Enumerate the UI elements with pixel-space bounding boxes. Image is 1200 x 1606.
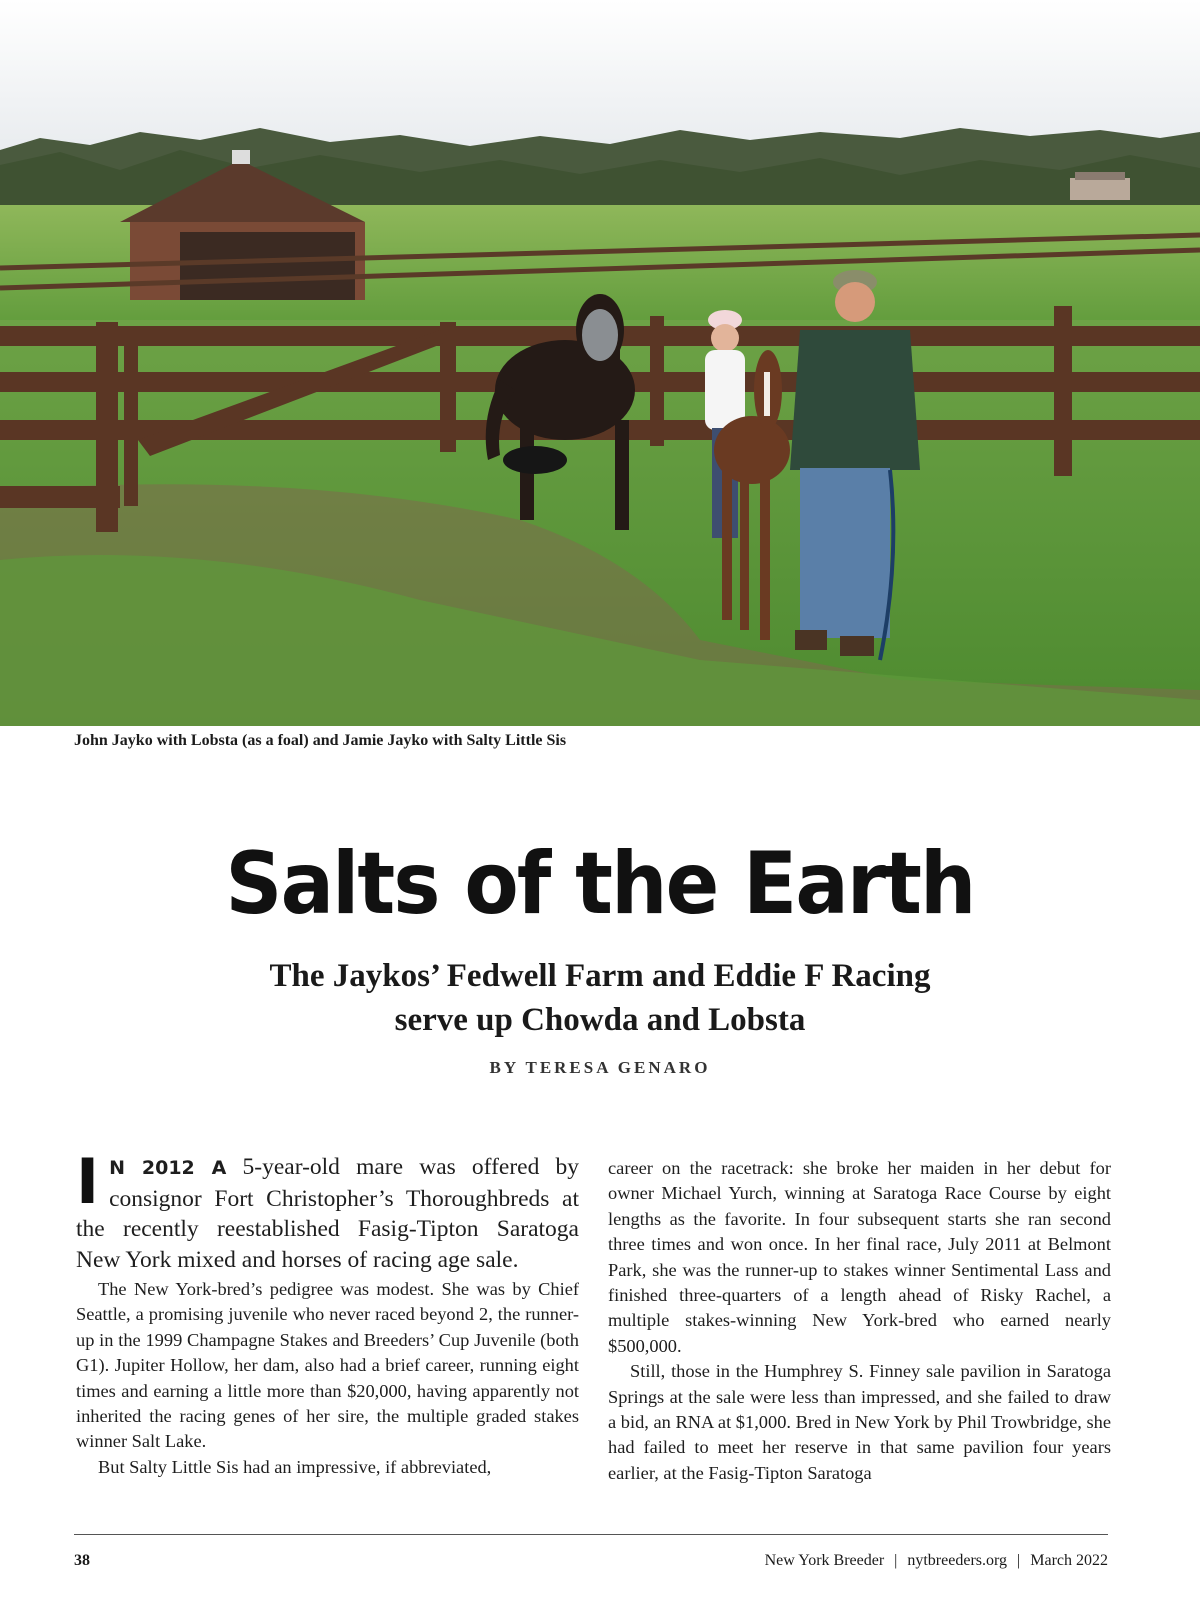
subhead-line-2: serve up Chowda and Lobsta: [394, 1002, 806, 1038]
lead-in-caps: N 2012 A: [109, 1157, 227, 1179]
article-subhead: [0, 954, 1200, 1042]
footer-separator: |: [1017, 1552, 1021, 1569]
body-paragraph: The New York-bred’s pedigree was modest. She was by Chief Seattle, a promising juvenile who never raced beyond 2, the runner-up in the 1999 Champagne Stakes and Breeders’ Cup Juvenile (both G1). Jupiter Hollow, her dam, also had a brief career, running eight times and earning a little more than $20,000, having apparently not inherited the racing genes of her sire, the multiple graded stakes winner Salt Lake.: [76, 1279, 579, 1452]
footer-info: [765, 1552, 1108, 1570]
article-column-right: [608, 1156, 1111, 1486]
body-paragraph: career on the racetrack: she broke her maiden in her debut for owner Michael Yurch, winning at Saratoga Race Course by eight lengths as the favorite. In four subsequent starts she ran second three times and won once. In her final race, July 2011 at Belmont Park, she was the runner-up to stakes winner Sentimental Lass and finished three-quarters of a length ahead of Risky Rachel, a multiple stakes-winning New York-bred who earned nearly $500,000.: [608, 1158, 1111, 1356]
body-paragraph: Still, those in the Humphrey S. Finney sale pavilion in Saratoga Springs at the sale were less than impressed, and she failed to draw a bid, an RNA at $1,000. Bred in New York by Phil Trowbridge, she had failed to meet her reserve in that same pavilion four years earlier, at the Fasig-Tipton Saratoga: [608, 1361, 1111, 1483]
footer-rule: [74, 1534, 1108, 1535]
article-headline: Salts of the Earth: [225, 834, 975, 934]
subhead-line-1: The Jaykos’ Fedwell Farm and Eddie F Racing: [269, 958, 931, 994]
page-number: 38: [74, 1552, 90, 1569]
publication-name: New York Breeder: [764, 1552, 885, 1569]
lead-paragraph: [76, 1145, 580, 1275]
drop-cap: I: [76, 1145, 100, 1218]
body-paragraph: But Salty Little Sis had an impressive, if abbreviated,: [98, 1456, 492, 1477]
article-column-left: [76, 1145, 580, 1480]
farm-scene-image: [0, 0, 1200, 726]
website-link[interactable]: nytbreeders.org: [907, 1552, 1008, 1569]
issue-date: March 2022: [1030, 1552, 1108, 1569]
hero-photo: [0, 0, 1200, 726]
lead-text: 5-year-old mare was offered by consignor Fort Christopher’s Thoroughbreds at the recently reestablished Fasig-Tipton Saratoga New York mixed and horses of racing age sale.: [76, 1154, 580, 1273]
photo-caption: John Jayko with Lobsta (as a foal) and Jamie Jayko with Salty Little Sis: [74, 732, 567, 749]
footer-separator: |: [894, 1552, 898, 1569]
byline: BY TERESA GENARO: [489, 1058, 711, 1077]
